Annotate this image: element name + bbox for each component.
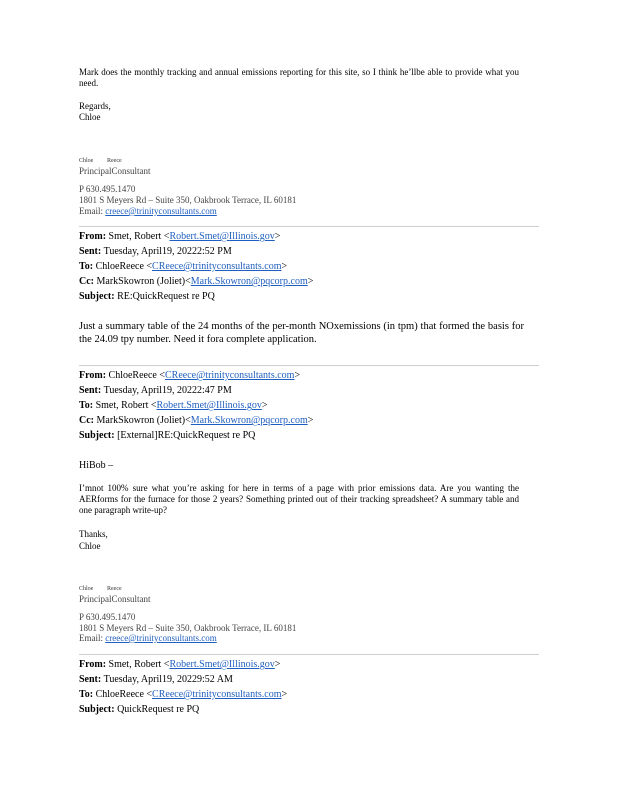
from-name: Smet, Robert < bbox=[108, 659, 170, 670]
divider bbox=[79, 226, 539, 227]
subject-value: RE:QuickRequest re PQ bbox=[117, 291, 215, 302]
sig-address: 1801 S Meyers Rd – Suite 350, Oakbrook Terrace, IL 60181 bbox=[79, 623, 297, 633]
from-name: Smet, Robert < bbox=[108, 231, 170, 242]
from-name: ChloeReece < bbox=[108, 370, 165, 381]
cc-label: Cc: bbox=[79, 276, 94, 287]
to-close: > bbox=[281, 689, 288, 700]
to-name: ChloeReece < bbox=[95, 689, 153, 700]
sent-label: Sent: bbox=[79, 246, 102, 257]
sig-address: 1801 S Meyers Rd – Suite 350, Oakbrook Terrace, IL 60181 bbox=[79, 195, 297, 205]
to-email-link[interactable]: CReece@trinityconsultants.com bbox=[152, 261, 282, 272]
email2-subject bbox=[79, 430, 255, 442]
from-close: > bbox=[274, 231, 281, 242]
email1-sent bbox=[79, 246, 232, 258]
thanks-text: Thanks, bbox=[79, 529, 108, 539]
top-paragraph: Mark does the monthly tracking and annual emissions reporting for this site, so I think he’llbe able to provide what you need. bbox=[79, 67, 519, 88]
email1-subject bbox=[79, 291, 215, 303]
cc-close: > bbox=[307, 415, 314, 426]
to-label: To: bbox=[79, 400, 94, 411]
from-email-link[interactable]: CReece@trinityconsultants.com bbox=[164, 370, 295, 381]
sent-value: Tuesday, April19, 20229:52 AM bbox=[103, 674, 233, 685]
subject-value: QuickRequest re PQ bbox=[117, 704, 200, 715]
from-label: From: bbox=[79, 370, 107, 381]
to-name: Smet, Robert < bbox=[95, 400, 157, 411]
sent-label: Sent: bbox=[79, 385, 102, 396]
subject-label: Subject: bbox=[79, 291, 115, 302]
sig-email-label: Email: bbox=[79, 206, 103, 216]
email1-to bbox=[79, 261, 287, 273]
cc-label: Cc: bbox=[79, 415, 94, 426]
subject-value: [External]RE:QuickRequest re PQ bbox=[117, 430, 256, 441]
sig-phone: P 630.495.1470 bbox=[79, 184, 136, 194]
sig-tiny-last: Reece bbox=[107, 158, 122, 164]
to-close: > bbox=[281, 261, 288, 272]
from-label: From: bbox=[79, 659, 107, 670]
to-email-link[interactable]: Robert.Smet@Illinois.gov bbox=[156, 400, 262, 411]
sig-title: PrincipalConsultant bbox=[79, 166, 151, 176]
to-email-link[interactable]: CReece@trinityconsultants.com bbox=[152, 689, 282, 700]
email1-from bbox=[79, 231, 280, 243]
subject-label: Subject: bbox=[79, 430, 115, 441]
sig-title: PrincipalConsultant bbox=[79, 594, 151, 604]
email2-sent bbox=[79, 385, 232, 397]
email2-to bbox=[79, 400, 267, 412]
sig-email-line bbox=[79, 633, 217, 644]
signoff-name: Chloe bbox=[79, 541, 101, 551]
email2-greeting: HiBob – bbox=[79, 460, 114, 471]
to-label: To: bbox=[79, 689, 94, 700]
email3-from bbox=[79, 659, 280, 671]
email1-cc bbox=[79, 276, 313, 288]
from-label: From: bbox=[79, 231, 107, 242]
cc-email-link[interactable]: Mark.Skowron@pqcorp.com bbox=[190, 415, 308, 426]
sig-email-line bbox=[79, 206, 217, 217]
to-name: ChloeReece < bbox=[95, 261, 153, 272]
to-close: > bbox=[261, 400, 268, 411]
email3-to bbox=[79, 689, 287, 701]
regards-text: Regards, bbox=[79, 101, 111, 111]
from-email-link[interactable]: Robert.Smet@Illinois.gov bbox=[169, 659, 275, 670]
cc-name: MarkSkowron (Joliet)< bbox=[96, 276, 191, 287]
email2-from bbox=[79, 370, 300, 382]
sig-tiny-first: Chloe bbox=[79, 158, 94, 164]
to-label: To: bbox=[79, 261, 94, 272]
cc-name: MarkSkowron (Joliet)< bbox=[96, 415, 191, 426]
from-close: > bbox=[294, 370, 301, 381]
cc-email-link[interactable]: Mark.Skowron@pqcorp.com bbox=[190, 276, 308, 287]
sent-value: Tuesday, April19, 20222:47 PM bbox=[103, 385, 232, 396]
signoff-name: Chloe bbox=[79, 112, 101, 122]
sent-label: Sent: bbox=[79, 674, 102, 685]
cc-close: > bbox=[307, 276, 314, 287]
email2-cc bbox=[79, 415, 313, 427]
sig-email-link[interactable]: creece@trinityconsultants.com bbox=[105, 633, 217, 643]
sig-email-link[interactable]: creece@trinityconsultants.com bbox=[105, 206, 217, 216]
from-close: > bbox=[274, 659, 281, 670]
subject-label: Subject: bbox=[79, 704, 115, 715]
email1-body: Just a summary table of the 24 months of the per-month NOxemissions (in tpm) that formed the basis for the 24.09 tpy number. Need it fora complete application. bbox=[79, 321, 524, 345]
email3-sent bbox=[79, 674, 233, 686]
sent-value: Tuesday, April19, 20222:52 PM bbox=[103, 246, 232, 257]
sig-tiny-first: Chloe bbox=[79, 586, 94, 592]
email3-subject bbox=[79, 704, 199, 716]
sig-phone: P 630.495.1470 bbox=[79, 612, 136, 622]
from-email-link[interactable]: Robert.Smet@Illinois.gov bbox=[169, 231, 275, 242]
sig-tiny-last: Reece bbox=[107, 586, 122, 592]
divider bbox=[79, 654, 539, 655]
divider bbox=[79, 365, 539, 366]
sig-email-label: Email: bbox=[79, 633, 103, 643]
email2-body: I’mnot 100% sure what you’re asking for here in terms of a page with prior emissions data. Are you wanting the AERforms for the furnace for those 2 years? Something printed out of their tracking spreadsheet? A summary table and one paragraph write-up? bbox=[79, 483, 519, 515]
